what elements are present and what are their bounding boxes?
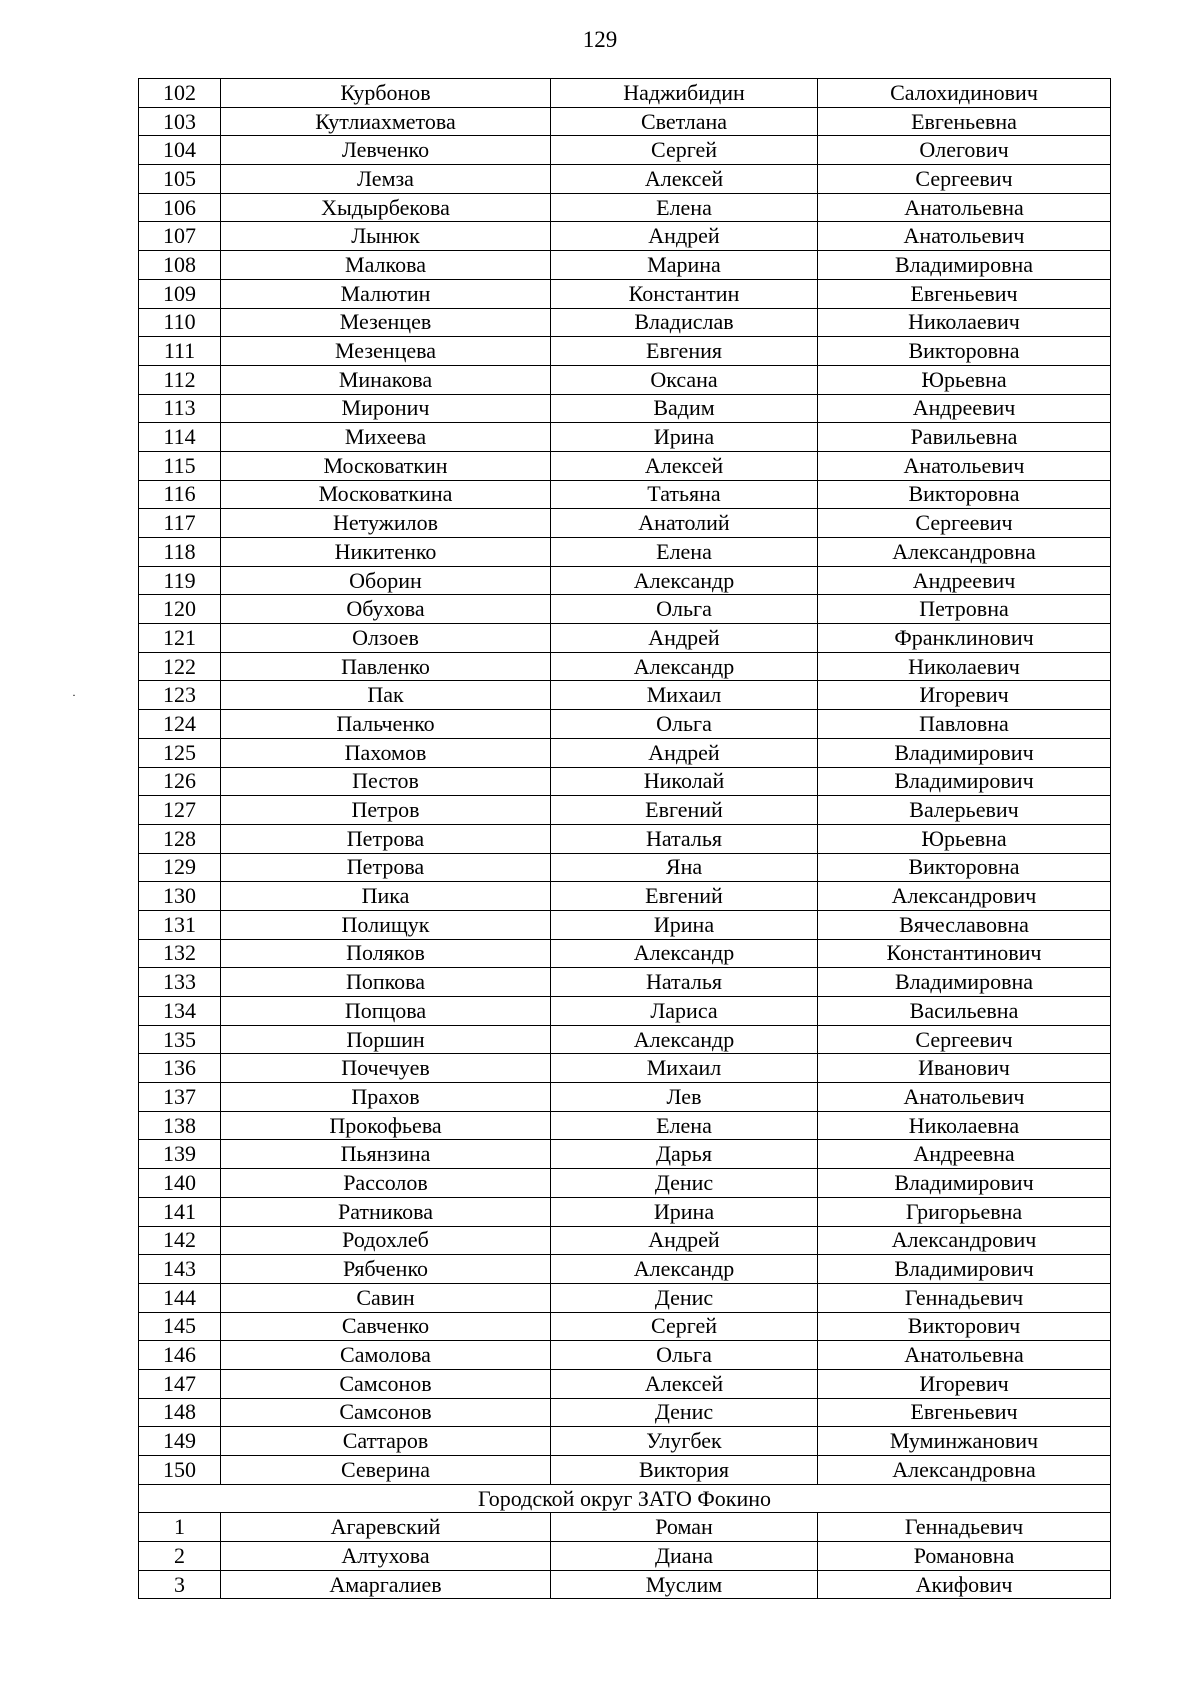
first-name-cell: Татьяна: [551, 480, 818, 509]
first-name-cell: Евгения: [551, 337, 818, 366]
table-row: [139, 1312, 1111, 1341]
row-number-cell: 105: [139, 165, 221, 194]
table-row: [139, 165, 1111, 194]
patronymic-cell: Александровна: [818, 538, 1111, 567]
first-name-cell: Михаил: [551, 1054, 818, 1083]
row-number-cell: 122: [139, 652, 221, 681]
table-row: [139, 1054, 1111, 1083]
first-name-cell: Евгений: [551, 796, 818, 825]
first-name-cell: Константин: [551, 279, 818, 308]
first-name-cell: Александр: [551, 1025, 818, 1054]
table-row: [139, 1398, 1111, 1427]
stray-mark: ·: [72, 688, 76, 702]
last-name-cell: Никитенко: [221, 538, 551, 567]
patronymic-cell: Владимирович: [818, 1169, 1111, 1198]
patronymic-cell: Владимирович: [818, 767, 1111, 796]
patronymic-cell: Андреевич: [818, 566, 1111, 595]
table-row: [139, 337, 1111, 366]
patronymic-cell: Павловна: [818, 710, 1111, 739]
first-name-cell: Владислав: [551, 308, 818, 337]
first-name-cell: Наталья: [551, 824, 818, 853]
patronymic-cell: Юрьевна: [818, 824, 1111, 853]
row-number-cell: 116: [139, 480, 221, 509]
table-row: [139, 1341, 1111, 1370]
first-name-cell: Евгений: [551, 882, 818, 911]
table-row: [139, 107, 1111, 136]
last-name-cell: Петрова: [221, 853, 551, 882]
table-row: [139, 1456, 1111, 1485]
last-name-cell: Саттаров: [221, 1427, 551, 1456]
last-name-cell: Савченко: [221, 1312, 551, 1341]
table-row: [139, 910, 1111, 939]
row-number-cell: 3: [139, 1570, 221, 1599]
patronymic-cell: Васильевна: [818, 997, 1111, 1026]
last-name-cell: Кутлиахметова: [221, 107, 551, 136]
row-number-cell: 102: [139, 79, 221, 108]
table-row: [139, 394, 1111, 423]
roster-table: [138, 78, 1111, 1599]
patronymic-cell: Владимировна: [818, 251, 1111, 280]
patronymic-cell: Игоревич: [818, 681, 1111, 710]
patronymic-cell: Игоревич: [818, 1369, 1111, 1398]
table-row: [139, 738, 1111, 767]
table-row: [139, 251, 1111, 280]
last-name-cell: Хыдырбекова: [221, 193, 551, 222]
patronymic-cell: Викторовна: [818, 853, 1111, 882]
row-number-cell: 127: [139, 796, 221, 825]
first-name-cell: Алексей: [551, 165, 818, 194]
patronymic-cell: Геннадьевич: [818, 1513, 1111, 1542]
patronymic-cell: Анатольевич: [818, 451, 1111, 480]
row-number-cell: 110: [139, 308, 221, 337]
last-name-cell: Миронич: [221, 394, 551, 423]
last-name-cell: Пак: [221, 681, 551, 710]
last-name-cell: Самсонов: [221, 1369, 551, 1398]
row-number-cell: 147: [139, 1369, 221, 1398]
table-row: [139, 566, 1111, 595]
row-number-cell: 131: [139, 910, 221, 939]
last-name-cell: Полищук: [221, 910, 551, 939]
patronymic-cell: Евгеньевич: [818, 279, 1111, 308]
patronymic-cell: Анатольевна: [818, 1341, 1111, 1370]
first-name-cell: Марина: [551, 251, 818, 280]
last-name-cell: Самолова: [221, 1341, 551, 1370]
patronymic-cell: Петровна: [818, 595, 1111, 624]
table-row: [139, 1226, 1111, 1255]
page-number: 129: [582, 27, 618, 52]
row-number-cell: 109: [139, 279, 221, 308]
last-name-cell: Левченко: [221, 136, 551, 165]
table-row: [139, 79, 1111, 108]
last-name-cell: Северина: [221, 1456, 551, 1485]
last-name-cell: Пьянзина: [221, 1140, 551, 1169]
first-name-cell: Александр: [551, 939, 818, 968]
table-row: [139, 997, 1111, 1026]
row-number-cell: 135: [139, 1025, 221, 1054]
last-name-cell: Мезенцев: [221, 308, 551, 337]
last-name-cell: Амаргалиев: [221, 1570, 551, 1599]
first-name-cell: Виктория: [551, 1456, 818, 1485]
patronymic-cell: Равильевна: [818, 423, 1111, 452]
table-row: [139, 1369, 1111, 1398]
first-name-cell: Дарья: [551, 1140, 818, 1169]
table-row: [139, 1169, 1111, 1198]
row-number-cell: 140: [139, 1169, 221, 1198]
row-number-cell: 115: [139, 451, 221, 480]
last-name-cell: Поляков: [221, 939, 551, 968]
last-name-cell: Пахомов: [221, 738, 551, 767]
table-row: [139, 882, 1111, 911]
table-row: [139, 365, 1111, 394]
patronymic-cell: Акифович: [818, 1570, 1111, 1599]
table-row: [139, 1513, 1111, 1542]
table-row: [139, 279, 1111, 308]
table-row: [139, 193, 1111, 222]
patronymic-cell: Константинович: [818, 939, 1111, 968]
row-number-cell: 108: [139, 251, 221, 280]
first-name-cell: Андрей: [551, 738, 818, 767]
patronymic-cell: Владимировна: [818, 968, 1111, 997]
table-row: [139, 1197, 1111, 1226]
patronymic-cell: Вячеславовна: [818, 910, 1111, 939]
last-name-cell: Лемза: [221, 165, 551, 194]
table-row: [139, 1255, 1111, 1284]
roster-rows-part2: [139, 1513, 1111, 1599]
first-name-cell: Александр: [551, 1255, 818, 1284]
last-name-cell: Родохлеб: [221, 1226, 551, 1255]
first-name-cell: Улугбек: [551, 1427, 818, 1456]
row-number-cell: 141: [139, 1197, 221, 1226]
table-row: [139, 853, 1111, 882]
patronymic-cell: Владимирович: [818, 738, 1111, 767]
table-row: [139, 1542, 1111, 1571]
table-row: [139, 222, 1111, 251]
first-name-cell: Михаил: [551, 681, 818, 710]
last-name-cell: Пестов: [221, 767, 551, 796]
first-name-cell: Лев: [551, 1083, 818, 1112]
row-number-cell: 137: [139, 1083, 221, 1112]
table-row: [139, 1570, 1111, 1599]
table-row: [139, 509, 1111, 538]
table-row: [139, 136, 1111, 165]
table-row: [139, 595, 1111, 624]
table-row: [139, 423, 1111, 452]
table-row: [139, 451, 1111, 480]
patronymic-cell: Андреевич: [818, 394, 1111, 423]
first-name-cell: Лариса: [551, 997, 818, 1026]
first-name-cell: Ирина: [551, 910, 818, 939]
row-number-cell: 142: [139, 1226, 221, 1255]
last-name-cell: Малютин: [221, 279, 551, 308]
first-name-cell: Ирина: [551, 423, 818, 452]
first-name-cell: Елена: [551, 193, 818, 222]
table-row: [139, 1083, 1111, 1112]
first-name-cell: Анатолий: [551, 509, 818, 538]
last-name-cell: Курбонов: [221, 79, 551, 108]
row-number-cell: 144: [139, 1283, 221, 1312]
table-row: [139, 710, 1111, 739]
table-row: [139, 480, 1111, 509]
patronymic-cell: Николаевна: [818, 1111, 1111, 1140]
patronymic-cell: Андреевна: [818, 1140, 1111, 1169]
first-name-cell: Наталья: [551, 968, 818, 997]
first-name-cell: Андрей: [551, 222, 818, 251]
row-number-cell: 124: [139, 710, 221, 739]
row-number-cell: 133: [139, 968, 221, 997]
row-number-cell: 114: [139, 423, 221, 452]
row-number-cell: 113: [139, 394, 221, 423]
row-number-cell: 103: [139, 107, 221, 136]
row-number-cell: 112: [139, 365, 221, 394]
table-row: [139, 308, 1111, 337]
last-name-cell: Михеева: [221, 423, 551, 452]
last-name-cell: Пика: [221, 882, 551, 911]
section-heading: Городской округ ЗАТО Фокино: [139, 1484, 1111, 1513]
row-number-cell: 117: [139, 509, 221, 538]
patronymic-cell: Сергеевич: [818, 509, 1111, 538]
patronymic-cell: Викторович: [818, 1312, 1111, 1341]
last-name-cell: Самсонов: [221, 1398, 551, 1427]
table-row: [139, 538, 1111, 567]
table-row: [139, 1025, 1111, 1054]
last-name-cell: Савин: [221, 1283, 551, 1312]
first-name-cell: Алексей: [551, 1369, 818, 1398]
row-number-cell: 125: [139, 738, 221, 767]
row-number-cell: 106: [139, 193, 221, 222]
first-name-cell: Муслим: [551, 1570, 818, 1599]
first-name-cell: Сергей: [551, 1312, 818, 1341]
first-name-cell: Оксана: [551, 365, 818, 394]
row-number-cell: 118: [139, 538, 221, 567]
patronymic-cell: Сергеевич: [818, 1025, 1111, 1054]
last-name-cell: Рассолов: [221, 1169, 551, 1198]
patronymic-cell: Франклинович: [818, 624, 1111, 653]
table-row: [139, 1111, 1111, 1140]
patronymic-cell: Сергеевич: [818, 165, 1111, 194]
row-number-cell: 1: [139, 1513, 221, 1542]
last-name-cell: Пальченко: [221, 710, 551, 739]
first-name-cell: Ольга: [551, 710, 818, 739]
patronymic-cell: Николаевич: [818, 652, 1111, 681]
first-name-cell: Светлана: [551, 107, 818, 136]
patronymic-cell: Евгеньевич: [818, 1398, 1111, 1427]
patronymic-cell: Анатольевич: [818, 222, 1111, 251]
last-name-cell: Алтухова: [221, 1542, 551, 1571]
section-heading-group: [139, 1484, 1111, 1513]
first-name-cell: Александр: [551, 652, 818, 681]
patronymic-cell: Юрьевна: [818, 365, 1111, 394]
patronymic-cell: Геннадьевич: [818, 1283, 1111, 1312]
row-number-cell: 129: [139, 853, 221, 882]
first-name-cell: Ольга: [551, 595, 818, 624]
row-number-cell: 148: [139, 1398, 221, 1427]
table-row: [139, 939, 1111, 968]
first-name-cell: Николай: [551, 767, 818, 796]
patronymic-cell: Николаевич: [818, 308, 1111, 337]
last-name-cell: Павленко: [221, 652, 551, 681]
first-name-cell: Роман: [551, 1513, 818, 1542]
row-number-cell: 104: [139, 136, 221, 165]
section-heading-row: [139, 1484, 1111, 1513]
last-name-cell: Петрова: [221, 824, 551, 853]
patronymic-cell: Григорьевна: [818, 1197, 1111, 1226]
last-name-cell: Попкова: [221, 968, 551, 997]
first-name-cell: Ирина: [551, 1197, 818, 1226]
table-row: [139, 968, 1111, 997]
row-number-cell: 119: [139, 566, 221, 595]
first-name-cell: Андрей: [551, 1226, 818, 1255]
row-number-cell: 111: [139, 337, 221, 366]
first-name-cell: Денис: [551, 1169, 818, 1198]
table-row: [139, 624, 1111, 653]
row-number-cell: 128: [139, 824, 221, 853]
first-name-cell: Яна: [551, 853, 818, 882]
last-name-cell: Лынюк: [221, 222, 551, 251]
table-row: [139, 1283, 1111, 1312]
row-number-cell: 149: [139, 1427, 221, 1456]
row-number-cell: 146: [139, 1341, 221, 1370]
row-number-cell: 121: [139, 624, 221, 653]
last-name-cell: Малкова: [221, 251, 551, 280]
row-number-cell: 145: [139, 1312, 221, 1341]
patronymic-cell: Салохидинович: [818, 79, 1111, 108]
patronymic-cell: Викторовна: [818, 480, 1111, 509]
row-number-cell: 107: [139, 222, 221, 251]
first-name-cell: Елена: [551, 538, 818, 567]
last-name-cell: Почечуев: [221, 1054, 551, 1083]
first-name-cell: Денис: [551, 1398, 818, 1427]
last-name-cell: Оборин: [221, 566, 551, 595]
first-name-cell: Сергей: [551, 136, 818, 165]
patronymic-cell: Муминжанович: [818, 1427, 1111, 1456]
table-row: [139, 1140, 1111, 1169]
last-name-cell: Минакова: [221, 365, 551, 394]
last-name-cell: Рябченко: [221, 1255, 551, 1284]
first-name-cell: Наджибидин: [551, 79, 818, 108]
table-row: [139, 681, 1111, 710]
last-name-cell: Московаткина: [221, 480, 551, 509]
last-name-cell: Мезенцева: [221, 337, 551, 366]
patronymic-cell: Александрович: [818, 1226, 1111, 1255]
patronymic-cell: Романовна: [818, 1542, 1111, 1571]
first-name-cell: Денис: [551, 1283, 818, 1312]
row-number-cell: 126: [139, 767, 221, 796]
patronymic-cell: Владимирович: [818, 1255, 1111, 1284]
patronymic-cell: Анатольевич: [818, 1083, 1111, 1112]
roster-rows-part1: [139, 79, 1111, 1485]
row-number-cell: 143: [139, 1255, 221, 1284]
first-name-cell: Вадим: [551, 394, 818, 423]
last-name-cell: Обухова: [221, 595, 551, 624]
patronymic-cell: Александровна: [818, 1456, 1111, 1485]
patronymic-cell: Валерьевич: [818, 796, 1111, 825]
last-name-cell: Поршин: [221, 1025, 551, 1054]
last-name-cell: Попцова: [221, 997, 551, 1026]
table-row: [139, 652, 1111, 681]
table-row: [139, 796, 1111, 825]
table-row: [139, 824, 1111, 853]
last-name-cell: Прокофьева: [221, 1111, 551, 1140]
first-name-cell: Александр: [551, 566, 818, 595]
row-number-cell: 2: [139, 1542, 221, 1571]
last-name-cell: Олзоев: [221, 624, 551, 653]
patronymic-cell: Олегович: [818, 136, 1111, 165]
patronymic-cell: Александрович: [818, 882, 1111, 911]
last-name-cell: Петров: [221, 796, 551, 825]
table-row: [139, 767, 1111, 796]
last-name-cell: Нетужилов: [221, 509, 551, 538]
row-number-cell: 130: [139, 882, 221, 911]
row-number-cell: 132: [139, 939, 221, 968]
last-name-cell: Прахов: [221, 1083, 551, 1112]
last-name-cell: Московаткин: [221, 451, 551, 480]
patronymic-cell: Викторовна: [818, 337, 1111, 366]
first-name-cell: Елена: [551, 1111, 818, 1140]
table-row: [139, 1427, 1111, 1456]
row-number-cell: 138: [139, 1111, 221, 1140]
last-name-cell: Агаревский: [221, 1513, 551, 1542]
first-name-cell: Андрей: [551, 624, 818, 653]
first-name-cell: Ольга: [551, 1341, 818, 1370]
row-number-cell: 139: [139, 1140, 221, 1169]
row-number-cell: 134: [139, 997, 221, 1026]
last-name-cell: Ратникова: [221, 1197, 551, 1226]
row-number-cell: 123: [139, 681, 221, 710]
first-name-cell: Алексей: [551, 451, 818, 480]
row-number-cell: 136: [139, 1054, 221, 1083]
row-number-cell: 150: [139, 1456, 221, 1485]
row-number-cell: 120: [139, 595, 221, 624]
first-name-cell: Диана: [551, 1542, 818, 1571]
patronymic-cell: Анатольевна: [818, 193, 1111, 222]
patronymic-cell: Иванович: [818, 1054, 1111, 1083]
patronymic-cell: Евгеньевна: [818, 107, 1111, 136]
